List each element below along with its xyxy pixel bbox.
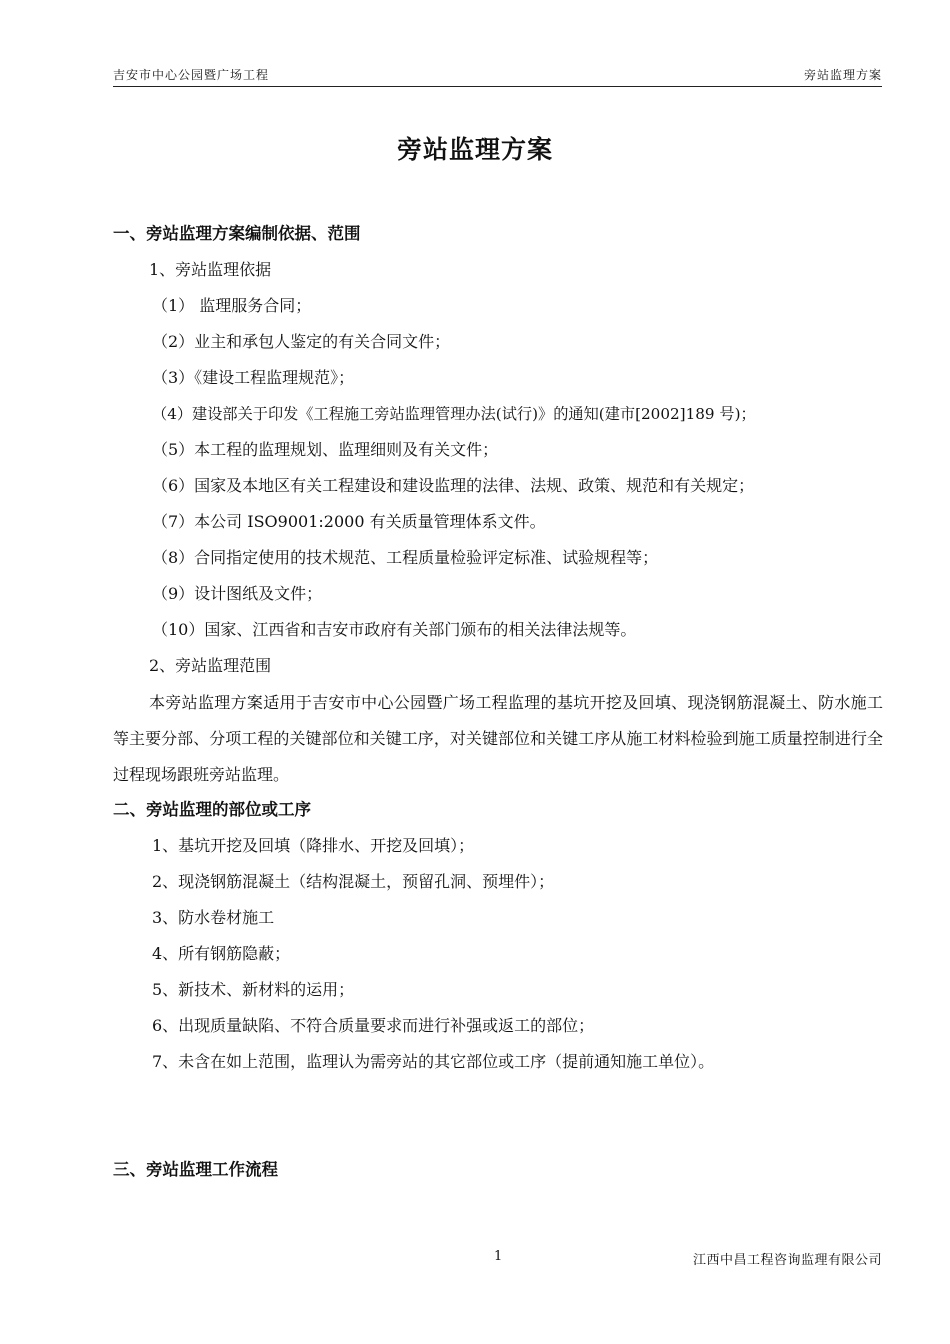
page-number: 1 [494,1249,503,1264]
scope-paragraph: 本旁站监理方案适用于吉安市中心公园暨广场工程监理的基坑开挖及回填、现浇钢筋混凝土、防水施工等主要分部、分项工程的关键部位和关键工序，对关键部位和关键工序从施工材料检验到施工质量控制进行全过程现场跟班旁站监理。 [113,693,883,784]
basis-item-4: （4）建设部关于印发《工程施工旁站监理管理办法(试行)》的通知(建市[2002]189 号)； [152,405,756,423]
basis-item-10: （10）国家、江西省和吉安市政府有关部门颁布的相关法律法规等。 [152,620,637,639]
procedure-item-4: 4、所有钢筋隐蔽； [152,944,291,963]
basis-item-3: （3）《建设工程监理规范》； [152,368,355,387]
section-1-subheading-scope: 2、旁站监理范围 [149,656,272,675]
procedure-item-2: 2、现浇钢筋混凝土（结构混凝土，预留孔洞、预埋件）； [152,872,555,891]
basis-item-9: （9）设计图纸及文件； [152,584,323,603]
header-project-name: 吉安市中心公园暨广场工程 [113,68,270,82]
basis-item-2: （2）业主和承包人鉴定的有关合同文件； [152,332,451,351]
basis-item-7: （7）本公司 ISO9001:2000 有关质量管理体系文件。 [152,512,546,531]
section-1-subheading-basis: 1、旁站监理依据 [149,260,272,279]
section-1-heading: 一、旁站监理方案编制依据、范围 [113,224,361,243]
procedure-item-1: 1、基坑开挖及回填（降排水、开挖及回填）； [152,836,475,855]
footer-company-name: 江西中昌工程咨询监理有限公司 [692,1253,882,1268]
basis-item-1: （1） 监理服务合同； [152,296,312,315]
procedure-item-5: 5、新技术、新材料的运用； [152,980,355,999]
procedure-item-6: 6、出现质量缺陷、不符合质量要求而进行补强或返工的部位； [152,1016,595,1035]
basis-item-5: （5）本工程的监理规划、监理细则及有关文件； [152,440,499,459]
procedure-item-3: 3、防水卷材施工 [152,908,275,927]
document-title: 旁站监理方案 [396,135,553,164]
page-header [113,66,882,87]
header-document-name: 旁站监理方案 [803,68,882,82]
basis-item-8: （8）合同指定使用的技术规范、工程质量检验评定标准、试验规程等； [152,548,659,567]
section-3-heading: 三、旁站监理工作流程 [113,1160,278,1179]
basis-item-6: （6）国家及本地区有关工程建设和建设监理的法律、法规、政策、规范和有关规定； [152,476,755,495]
section-2-heading: 二、旁站监理的部位或工序 [113,800,311,819]
procedure-item-7: 7、未含在如上范围，监理认为需旁站的其它部位或工序（提前通知施工单位）。 [152,1052,715,1071]
